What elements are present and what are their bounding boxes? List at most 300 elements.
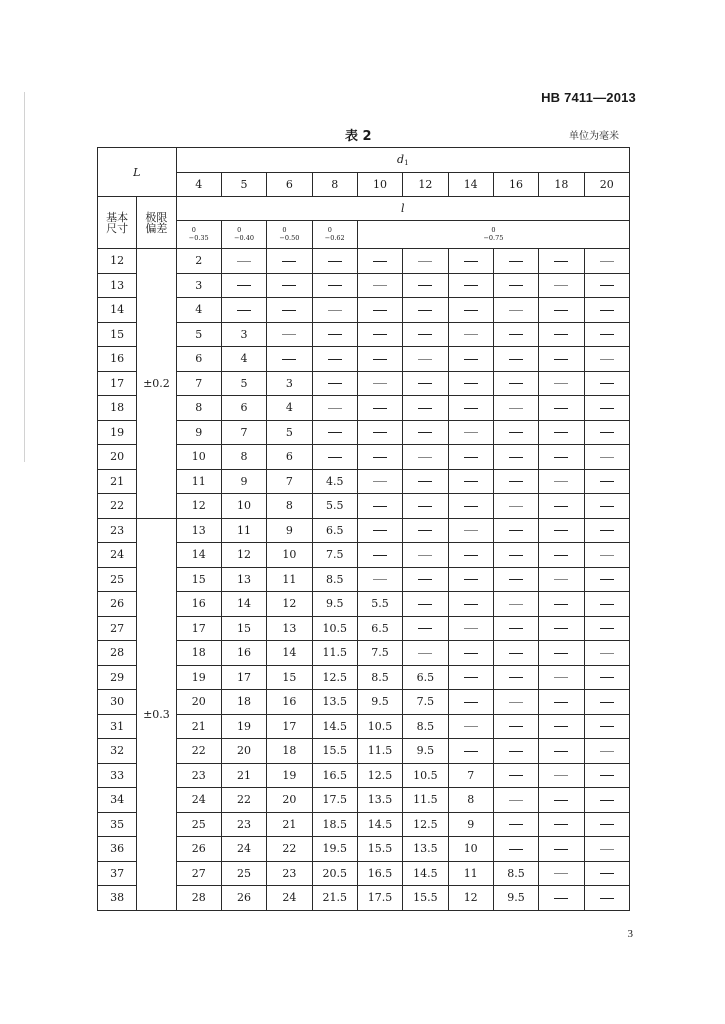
empty-cell <box>584 298 629 323</box>
empty-cell <box>357 298 402 323</box>
value-cell: 10.5 <box>312 616 357 641</box>
table-row <box>98 886 630 911</box>
dash-mark <box>328 457 342 458</box>
value-cell: 6.5 <box>357 616 402 641</box>
value-cell: 21 <box>267 812 312 837</box>
dash-mark <box>464 359 478 360</box>
dash-mark <box>328 310 342 311</box>
dash-mark <box>554 702 568 703</box>
dash-mark <box>554 383 568 384</box>
table-row <box>98 690 630 715</box>
dash-mark <box>282 310 296 311</box>
empty-cell <box>267 347 312 372</box>
dash-mark <box>600 677 614 678</box>
empty-cell <box>539 518 584 543</box>
empty-cell <box>448 273 493 298</box>
value-cell: 9 <box>221 469 266 494</box>
value-cell: 13 <box>267 616 312 641</box>
dash-mark <box>373 481 387 482</box>
empty-cell <box>584 592 629 617</box>
basic-size-cell: 36 <box>98 837 137 862</box>
dash-mark <box>464 383 478 384</box>
dash-mark <box>600 653 614 654</box>
value-cell: 6 <box>176 347 221 372</box>
scan-margin-line <box>24 92 25 462</box>
empty-cell <box>448 347 493 372</box>
dash-mark <box>554 408 568 409</box>
dash-mark <box>554 751 568 752</box>
empty-cell <box>357 543 402 568</box>
empty-cell <box>539 273 584 298</box>
dash-mark <box>418 628 432 629</box>
empty-cell <box>584 347 629 372</box>
value-cell: 15.5 <box>403 886 448 911</box>
empty-cell <box>493 690 538 715</box>
empty-cell <box>584 641 629 666</box>
value-cell: 6 <box>221 396 266 421</box>
value-cell: 12 <box>267 592 312 617</box>
dash-mark <box>554 775 568 776</box>
dash-mark <box>328 334 342 335</box>
empty-cell <box>493 739 538 764</box>
empty-cell <box>312 420 357 445</box>
dash-mark <box>600 604 614 605</box>
table-row <box>98 420 630 445</box>
empty-cell <box>312 445 357 470</box>
table-row <box>98 396 630 421</box>
dash-mark <box>600 261 614 262</box>
table-row <box>98 273 630 298</box>
tolerance-cell: 0 −0.75 <box>357 221 629 249</box>
dash-mark <box>373 261 387 262</box>
basic-size-cell: 38 <box>98 886 137 911</box>
value-cell: 12 <box>176 494 221 519</box>
empty-cell <box>493 763 538 788</box>
dash-mark <box>509 800 523 801</box>
dash-mark <box>600 481 614 482</box>
empty-cell <box>448 543 493 568</box>
value-cell: 4.5 <box>312 469 357 494</box>
basic-size-cell: 31 <box>98 714 137 739</box>
dash-mark <box>418 481 432 482</box>
empty-cell <box>539 445 584 470</box>
table-row <box>98 322 630 347</box>
value-cell: 27 <box>176 861 221 886</box>
empty-cell <box>403 249 448 274</box>
dash-mark <box>600 457 614 458</box>
l-label: l <box>401 202 405 215</box>
d1-value: 16 <box>493 173 538 197</box>
dash-mark <box>509 775 523 776</box>
value-cell: 8 <box>267 494 312 519</box>
dash-mark <box>554 849 568 850</box>
tolerance-cell: 0 −0.62 <box>312 221 357 249</box>
dash-mark <box>373 555 387 556</box>
d1-header <box>176 148 629 173</box>
empty-cell <box>312 371 357 396</box>
empty-cell <box>357 420 402 445</box>
d1-value: 6 <box>267 173 312 197</box>
basic-size-cell: 30 <box>98 690 137 715</box>
empty-cell <box>539 714 584 739</box>
dash-mark <box>464 726 478 727</box>
dash-mark <box>509 481 523 482</box>
table-row <box>98 567 630 592</box>
value-cell: 4 <box>221 347 266 372</box>
dash-mark <box>282 359 296 360</box>
table-row <box>98 812 630 837</box>
value-cell: 8.5 <box>493 861 538 886</box>
dash-mark <box>509 628 523 629</box>
empty-cell <box>584 812 629 837</box>
empty-cell <box>584 837 629 862</box>
dash-mark <box>554 604 568 605</box>
limit-deviation-cell: ±0.3 <box>137 518 176 910</box>
dash-mark <box>509 555 523 556</box>
d1-value: 5 <box>221 173 266 197</box>
dash-mark <box>418 432 432 433</box>
dash-mark <box>328 359 342 360</box>
value-cell: 6.5 <box>403 665 448 690</box>
dash-mark <box>554 359 568 360</box>
value-cell: 11 <box>448 861 493 886</box>
value-cell: 5 <box>176 322 221 347</box>
empty-cell <box>448 469 493 494</box>
dash-mark <box>554 898 568 899</box>
value-cell: 22 <box>267 837 312 862</box>
dash-mark <box>554 506 568 507</box>
value-cell: 8 <box>221 445 266 470</box>
dash-mark <box>418 530 432 531</box>
dash-mark <box>554 481 568 482</box>
empty-cell <box>403 347 448 372</box>
value-cell: 11.5 <box>357 739 402 764</box>
value-cell: 10 <box>221 494 266 519</box>
value-cell: 17 <box>221 665 266 690</box>
empty-cell <box>493 567 538 592</box>
basic-size-cell: 25 <box>98 567 137 592</box>
empty-cell <box>448 690 493 715</box>
value-cell: 6 <box>267 445 312 470</box>
dash-mark <box>600 849 614 850</box>
dash-mark <box>554 530 568 531</box>
value-cell: 10 <box>448 837 493 862</box>
dash-mark <box>600 579 614 580</box>
limit-deviation-cell: ±0.2 <box>137 249 176 519</box>
empty-cell <box>448 518 493 543</box>
d1-value: 4 <box>176 173 221 197</box>
tolerance-cell: 0 −0.40 <box>221 221 266 249</box>
table-row <box>98 543 630 568</box>
empty-cell <box>584 739 629 764</box>
empty-cell <box>403 567 448 592</box>
dash-mark <box>509 677 523 678</box>
empty-cell <box>357 249 402 274</box>
empty-cell <box>312 249 357 274</box>
dash-mark <box>328 383 342 384</box>
value-cell: 15.5 <box>357 837 402 862</box>
dash-mark <box>418 261 432 262</box>
basic-size-cell: 26 <box>98 592 137 617</box>
empty-cell <box>584 543 629 568</box>
dash-mark <box>282 334 296 335</box>
basic-size-cell: 15 <box>98 322 137 347</box>
value-cell: 16 <box>221 641 266 666</box>
value-cell: 9 <box>176 420 221 445</box>
empty-cell <box>403 396 448 421</box>
dash-mark <box>464 506 478 507</box>
dash-mark <box>600 898 614 899</box>
table-title: 表 2 <box>345 129 372 144</box>
dash-mark <box>464 555 478 556</box>
dash-mark <box>509 310 523 311</box>
empty-cell <box>584 396 629 421</box>
empty-cell <box>403 543 448 568</box>
dash-mark <box>554 726 568 727</box>
value-cell: 20 <box>221 739 266 764</box>
dash-mark <box>509 653 523 654</box>
empty-cell <box>448 298 493 323</box>
empty-cell <box>357 371 402 396</box>
basic-size-cell: 22 <box>98 494 137 519</box>
empty-cell <box>584 371 629 396</box>
value-cell: 22 <box>176 739 221 764</box>
empty-cell <box>493 273 538 298</box>
dash-mark <box>600 702 614 703</box>
value-cell: 11.5 <box>403 788 448 813</box>
empty-cell <box>448 445 493 470</box>
value-cell: 8 <box>176 396 221 421</box>
empty-cell <box>584 665 629 690</box>
value-cell: 16 <box>267 690 312 715</box>
value-cell: 13.5 <box>403 837 448 862</box>
empty-cell <box>493 322 538 347</box>
dash-mark <box>554 873 568 874</box>
empty-cell <box>357 347 402 372</box>
empty-cell <box>493 714 538 739</box>
table-row <box>98 739 630 764</box>
value-cell: 10.5 <box>403 763 448 788</box>
empty-cell <box>584 249 629 274</box>
dash-mark <box>554 579 568 580</box>
value-cell: 11.5 <box>312 641 357 666</box>
empty-cell <box>221 249 266 274</box>
dash-mark <box>328 432 342 433</box>
value-cell: 8.5 <box>403 714 448 739</box>
value-cell: 14.5 <box>312 714 357 739</box>
empty-cell <box>448 396 493 421</box>
dash-mark <box>464 334 478 335</box>
value-cell: 13 <box>176 518 221 543</box>
empty-cell <box>539 788 584 813</box>
empty-cell <box>539 861 584 886</box>
value-cell: 10 <box>176 445 221 470</box>
value-cell: 26 <box>176 837 221 862</box>
empty-cell <box>493 445 538 470</box>
dash-mark <box>600 506 614 507</box>
value-cell: 9.5 <box>493 886 538 911</box>
dash-mark <box>237 310 251 311</box>
empty-cell <box>357 567 402 592</box>
value-cell: 17.5 <box>312 788 357 813</box>
empty-cell <box>357 518 402 543</box>
empty-cell <box>539 396 584 421</box>
value-cell: 15 <box>267 665 312 690</box>
dash-mark <box>554 432 568 433</box>
basic-size-cell: 19 <box>98 420 137 445</box>
value-cell: 10 <box>267 543 312 568</box>
value-cell: 19.5 <box>312 837 357 862</box>
empty-cell <box>493 616 538 641</box>
dash-mark <box>418 457 432 458</box>
page-number: 3 <box>627 928 633 940</box>
empty-cell <box>584 861 629 886</box>
empty-cell <box>403 273 448 298</box>
empty-cell <box>403 322 448 347</box>
empty-cell <box>539 371 584 396</box>
empty-cell <box>357 445 402 470</box>
empty-cell <box>539 494 584 519</box>
empty-cell <box>584 616 629 641</box>
dash-mark <box>464 285 478 286</box>
table-row <box>98 445 630 470</box>
value-cell: 14 <box>221 592 266 617</box>
empty-cell <box>448 665 493 690</box>
value-cell: 14.5 <box>403 861 448 886</box>
basic-size-cell: 21 <box>98 469 137 494</box>
value-cell: 19 <box>267 763 312 788</box>
dash-mark <box>464 261 478 262</box>
value-cell: 9.5 <box>403 739 448 764</box>
dash-mark <box>418 359 432 360</box>
d1-subscript: 1 <box>404 158 409 167</box>
value-cell: 8 <box>448 788 493 813</box>
value-cell: 13 <box>221 567 266 592</box>
value-cell: 5.5 <box>357 592 402 617</box>
empty-cell <box>584 886 629 911</box>
basic-size-cell: 28 <box>98 641 137 666</box>
value-cell: 23 <box>221 812 266 837</box>
value-cell: 5 <box>267 420 312 445</box>
table-row <box>98 347 630 372</box>
empty-cell <box>403 298 448 323</box>
dash-mark <box>600 334 614 335</box>
value-cell: 24 <box>221 837 266 862</box>
dimension-table <box>97 147 630 911</box>
document-code: HB 7411—2013 <box>541 90 636 105</box>
empty-cell <box>403 371 448 396</box>
table-row <box>98 494 630 519</box>
empty-cell <box>539 690 584 715</box>
basic-size-cell: 17 <box>98 371 137 396</box>
empty-cell <box>539 298 584 323</box>
dash-mark <box>509 530 523 531</box>
value-cell: 15 <box>176 567 221 592</box>
empty-cell <box>493 518 538 543</box>
dash-mark <box>509 457 523 458</box>
basic-size-cell: 35 <box>98 812 137 837</box>
empty-cell <box>493 665 538 690</box>
dash-mark <box>554 555 568 556</box>
empty-cell <box>539 469 584 494</box>
table-row <box>98 592 630 617</box>
dash-mark <box>554 628 568 629</box>
empty-cell <box>493 641 538 666</box>
value-cell: 11 <box>267 567 312 592</box>
dash-mark <box>464 579 478 580</box>
value-cell: 19 <box>221 714 266 739</box>
value-cell: 7.5 <box>403 690 448 715</box>
empty-cell <box>221 298 266 323</box>
dash-mark <box>554 824 568 825</box>
empty-cell <box>312 298 357 323</box>
value-cell: 17 <box>267 714 312 739</box>
table-row <box>98 298 630 323</box>
empty-cell <box>448 616 493 641</box>
dash-mark <box>509 261 523 262</box>
empty-cell <box>493 347 538 372</box>
empty-cell <box>539 322 584 347</box>
value-cell: 5 <box>221 371 266 396</box>
dash-mark <box>600 800 614 801</box>
empty-cell <box>539 837 584 862</box>
dash-mark <box>554 653 568 654</box>
table-row <box>98 616 630 641</box>
value-cell: 21 <box>176 714 221 739</box>
value-cell: 19 <box>176 665 221 690</box>
value-cell: 20 <box>267 788 312 813</box>
dash-mark <box>328 261 342 262</box>
empty-cell <box>539 543 584 568</box>
empty-cell <box>493 371 538 396</box>
empty-cell <box>312 396 357 421</box>
value-cell: 25 <box>221 861 266 886</box>
value-cell: 12.5 <box>312 665 357 690</box>
dash-mark <box>509 751 523 752</box>
dash-mark <box>464 677 478 678</box>
dash-mark <box>418 285 432 286</box>
value-cell: 4 <box>267 396 312 421</box>
empty-cell <box>448 592 493 617</box>
dash-mark <box>373 383 387 384</box>
empty-cell <box>584 518 629 543</box>
value-cell: 9 <box>448 812 493 837</box>
value-cell: 25 <box>176 812 221 837</box>
empty-cell <box>357 322 402 347</box>
table-row <box>98 788 630 813</box>
dash-mark <box>600 432 614 433</box>
empty-cell <box>584 690 629 715</box>
dash-mark <box>554 261 568 262</box>
value-cell: 7 <box>221 420 266 445</box>
d1-value: 8 <box>312 173 357 197</box>
dash-mark <box>328 408 342 409</box>
value-cell: 18 <box>267 739 312 764</box>
empty-cell <box>493 420 538 445</box>
empty-cell <box>403 469 448 494</box>
value-cell: 13.5 <box>312 690 357 715</box>
dash-mark <box>418 383 432 384</box>
basic-size-cell: 32 <box>98 739 137 764</box>
tolerance-cell: 0 −0.35 <box>176 221 221 249</box>
empty-cell <box>539 347 584 372</box>
dash-mark <box>282 285 296 286</box>
dash-mark <box>464 604 478 605</box>
value-cell: 12.5 <box>357 763 402 788</box>
value-cell: 9.5 <box>312 592 357 617</box>
dash-mark <box>600 628 614 629</box>
value-cell: 8.5 <box>312 567 357 592</box>
